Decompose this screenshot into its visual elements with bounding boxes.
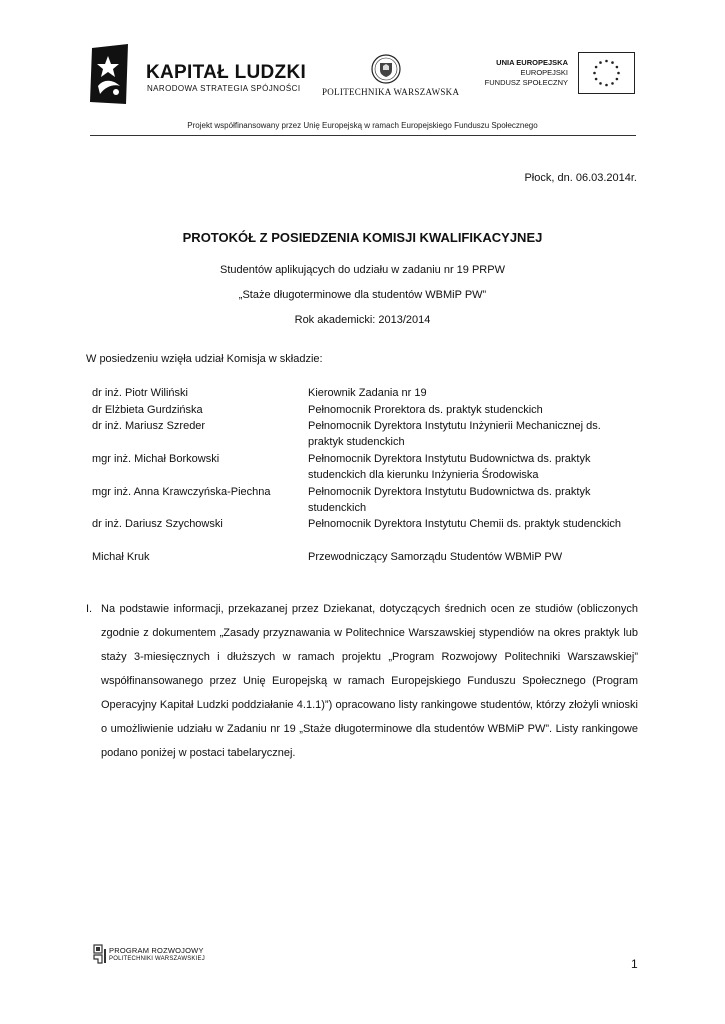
ue-text-block [470, 58, 568, 88]
subtitle-line-1: Studentów aplikujących do udziału w zadaniu nr 19 PRPW [220, 264, 505, 276]
header-divider [90, 135, 636, 136]
member-name: dr inż. Dariusz Szychowski [92, 518, 223, 530]
ue-line-3: FUNDUSZ SPOŁECZNY [484, 78, 568, 87]
member-role: Pełnomocnik Dyrektora Instytutu Budownictwa ds. praktyk studenckich dla kierunku Inżynieria Środowiska [308, 453, 591, 481]
member-name: dr inż. Mariusz Szreder [92, 420, 206, 432]
commission-intro: W posiedzeniu wzięła udział Komisja w składzie: [86, 353, 323, 365]
member-name: dr Elżbieta Gurdzińska [92, 404, 203, 416]
ue-line-2: EUROPEJSKI [520, 68, 568, 77]
member-role: Pełnomocnik Prorektora ds. praktyk studenckich [308, 404, 543, 416]
ue-line-1: UNIA EUROPEJSKA [496, 58, 568, 67]
section-text: Na podstawie informacji, przekazanej przez Dziekanat, dotyczących średnich ocen ze studiów (obliczonych zgodnie z dokumentem „Zasady przyznawania w Politechnice Warszawskiej stypendiów na okres praktyk lub staży 3-miesięcznych i dłuższych w ramach projektu „Program Rozwojowy Politechniki Warszawskiej” współfinansowanego przez Unię Europejską w ramach Europejskiego Funduszu Społecznego (Program Operacyjny Kapitał Ludzki poddziałanie 4.1.1)”) opracowano listy rankingowe studentów, którzy złożyli wnioski o umożliwienie udziału w Zadaniu nr 19 „Staże długoterminowe dla studentów WBMiP PW”. Listy rankingowe podano poniżej w postaci tabelarycznej. [101, 603, 638, 759]
politechnika-emblem-icon [371, 54, 401, 84]
politechnika-name: POLITECHNIKA WARSZAWSKA [322, 87, 460, 97]
member-name: dr inż. Piotr Wiliński [92, 387, 188, 399]
program-name: PROGRAM ROZWOJOWY [109, 946, 204, 955]
subtitle-line-3: Rok akademicki: 2013/2014 [294, 314, 431, 326]
section-number: I. [86, 603, 93, 615]
program-subtitle: POLITECHNIKI WARSZAWSKIEJ [109, 956, 205, 962]
eu-flag-icon [578, 52, 635, 94]
cofinance-note: Projekt współfinansowany przez Unię Europejską w ramach Europejskiego Funduszu Społecznego [187, 121, 538, 130]
kapital-ludzki-subtitle: NARODOWA STRATEGIA SPÓJNOŚCI [147, 84, 301, 93]
program-rozwojowy-logo-icon [93, 944, 107, 964]
kapital-ludzki-title: KAPITAŁ LUDZKI [146, 62, 307, 83]
member-name: mgr inż. Michał Borkowski [92, 453, 220, 465]
member-role: Przewodniczący Samorządu Studentów WBMiP PW [308, 551, 563, 563]
document-date: Płock, dn. 06.03.2014r. [524, 172, 637, 184]
member-role: Pełnomocnik Dyrektora Instytutu Inżynierii Mechanicznej ds. praktyk studenckich [308, 420, 601, 448]
member-role: Pełnomocnik Dyrektora Instytutu Chemii ds. praktyk studenckich [308, 518, 622, 530]
member-name: mgr inż. Anna Krawczyńska-Piechna [92, 486, 271, 498]
member-role: Pełnomocnik Dyrektora Instytutu Budownictwa ds. praktyk studenckich [308, 486, 591, 514]
document-title: PROTOKÓŁ Z POSIEDZENIA KOMISJI KWALIFIKACYJNEJ [182, 230, 543, 245]
page-number: 1 [631, 957, 638, 971]
member-role: Kierownik Zadania nr 19 [308, 387, 427, 399]
section-paragraph [86, 597, 638, 765]
subtitle-line-2: „Staże długoterminowe dla studentów WBMiP PW” [238, 289, 487, 301]
member-name: Michał Kruk [92, 551, 150, 563]
